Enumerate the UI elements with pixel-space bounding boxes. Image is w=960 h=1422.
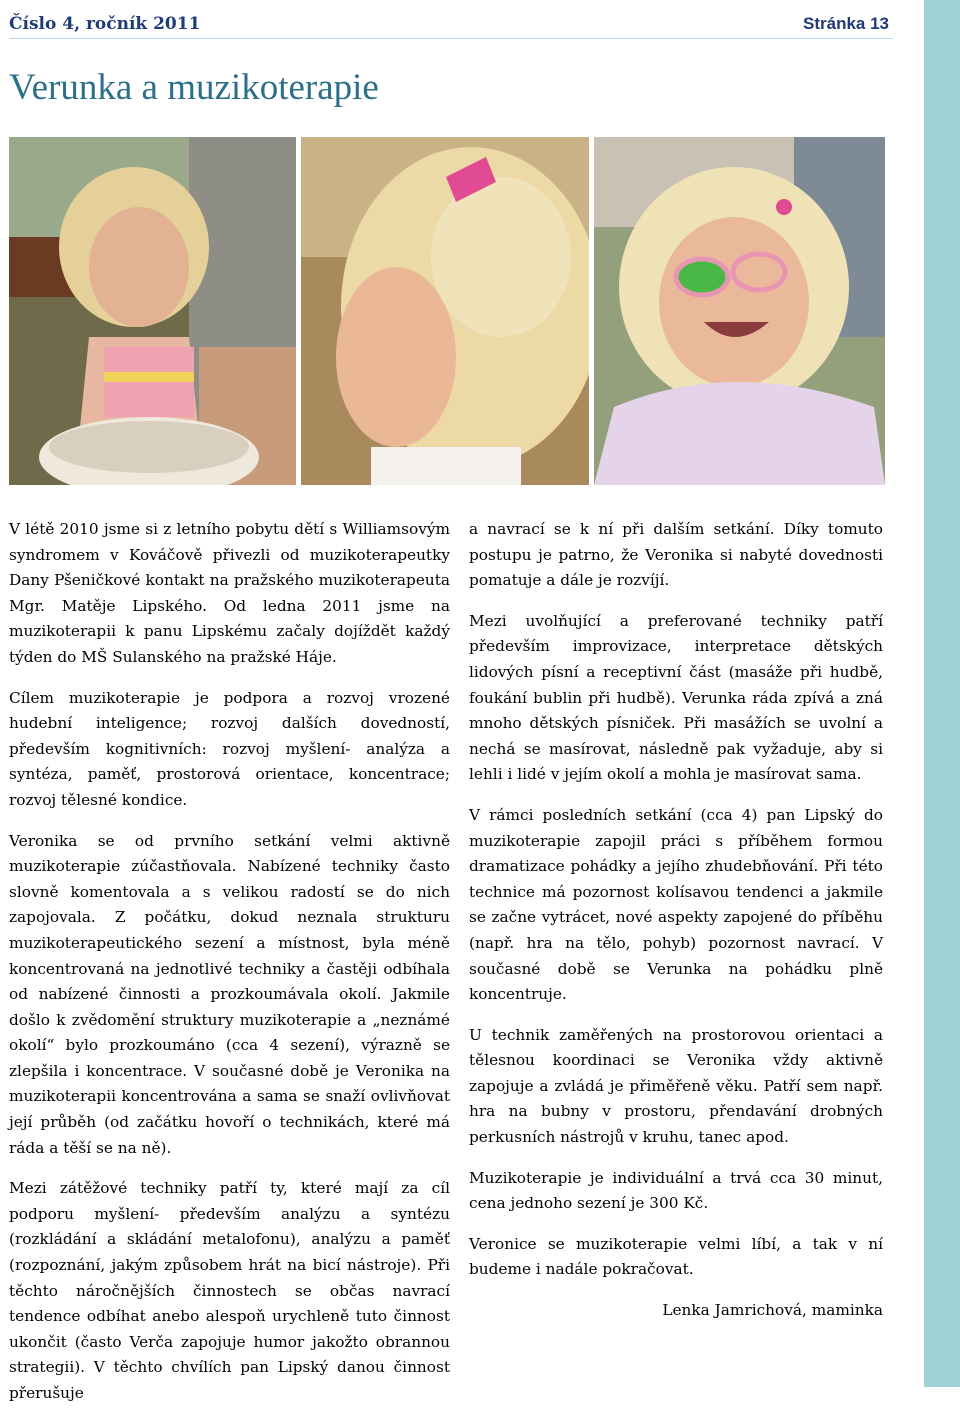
page-number: Stránka 13: [803, 14, 889, 33]
paragraph: Veronice se muzikoterapie velmi líbí, a tak v ní budeme i nadále pokračovat.: [469, 1234, 883, 1279]
photo-girl-drumming: [9, 137, 296, 485]
paragraph: a navrací se k ní při dalším setkání. Díky tomuto postupu je patrno, že Veronika si nabyté dovednosti pomatuje a dále je rozvíjí.: [469, 520, 883, 590]
paragraph: Veronika se od prvního setkání velmi aktivně muzikoterapie zúčastňovala. Nabízené techniky často slovně komentovala a s velikou radostí se do nich zapojovala. Z počátku, dokud neznala strukturu muzikoterapeutického sezení a místnost, byla méně koncentrovaná na jednotlivé techniky a častěji odbíhala od nabízené činnosti a prozkoumávala okolí. Jakmile došlo k zvědomění struktury muzikoterapie a „neznámé okolí“ bylo prozkoumáno (cca 4 sezení), výrazně se zlepšila i koncentrace. V současné době je Veronika na muzikoterapii koncentrována a sama se snaží ovlivňovat její průběh (od začátku hovoří o technikách, které má ráda a těší se na ně).: [9, 831, 450, 1157]
issue-label: Číslo 4, ročník 2011: [9, 14, 201, 34]
paragraph: Mezi uvolňující a preferované techniky patří především improvizace, interpretace dětských lidových písní a receptivní část (masáže při hudbě, foukání bublin při hudbě). Verunka ráda zpívá a zná mnoho dětských písniček. Při masážích se uvolní a nechá se masírovat, následně pak vyžaduje, aby si lehli i lidé v jejím okolí a mohla je masírovat sama.: [469, 611, 883, 784]
photo-girl-glasses: [594, 137, 885, 485]
photo-girl-profile: [301, 137, 589, 485]
photo-girl-with-glasses-icon: [594, 137, 885, 485]
article-title: Verunka a muzikoterapie: [9, 67, 379, 108]
author-signature: Lenka Jamrichová, maminka: [662, 1301, 883, 1320]
paragraph: Cílem muzikoterapie je podpora a rozvoj vrozené hudební inteligence; rozvoj dalších dovedností, především kognitivních: rozvoj myšlení- analýza a syntéza, paměť, prostorová orientace, koncentrace; rozvoj tělesné kondice.: [9, 688, 450, 809]
side-accent-bar: [924, 0, 960, 1387]
photo-girl-playing-drum-icon: [9, 137, 296, 485]
article-left-column: [9, 517, 450, 1422]
paragraph: Mezi zátěžové techniky patří ty, které mají za cíl podporu myšlení- především analýzu a syntézu (rozkládání a skládání metalofonu), analýzu a paměť (rozpoznání, jakým způsobem hrát na bicí nástroje). Při těchto náročnějších činnostech se občas navrací tendence odbíhat anebo alespoň urychleně tuto činnost ukončit (často Verča zapojuje humor jakožto obrannou strategii). V těchto chvílích pan Lipský danou činnost přerušuje: [9, 1179, 450, 1402]
paragraph: V létě 2010 jsme si z letního pobytu dětí s Williamsovým syndromem v Kováčově přivezli od muzikoterapeutky Dany Pšeničkové kontakt na pražského muzikoterapeuta Mgr. Matěje Lipského. Od ledna 2011 jsme na muzikoterapii k panu Lipskému začaly dojíždět každý týden do MŠ Sulanského na pražské Háje.: [9, 520, 450, 666]
article-right-column: [469, 517, 883, 1339]
photo-girl-side-profile-icon: [301, 137, 589, 485]
paragraph: V rámci posledních setkání (cca 4) pan Lipský do muzikoterapie zapojil práci s příběhem formou dramatizace pohádky a jejího zhudebňování. Při této technice má pozornost kolísavou tendenci a jakmile se začne vytrácet, nové aspekty zapojené do příběhu (např. hra na tělo, pohyb) pozornost navrací. V současné době se Verunka na pohádku plně koncentruje.: [469, 805, 883, 1004]
header-divider: [9, 38, 893, 39]
paragraph: Muzikoterapie je individuální a trvá cca 30 minut, cena jednoho sezení je 300 Kč.: [469, 1168, 883, 1213]
page-header: [9, 10, 889, 38]
paragraph: U technik zaměřených na prostorovou orientaci a tělesnou koordinaci se Veronika vždy aktivně zapojuje a zvládá je přiměřeně věku. Patří sem např. hra na bubny v prostoru, přendavání drobných perkusních nástrojů v kruhu, tanec apod.: [469, 1025, 883, 1147]
